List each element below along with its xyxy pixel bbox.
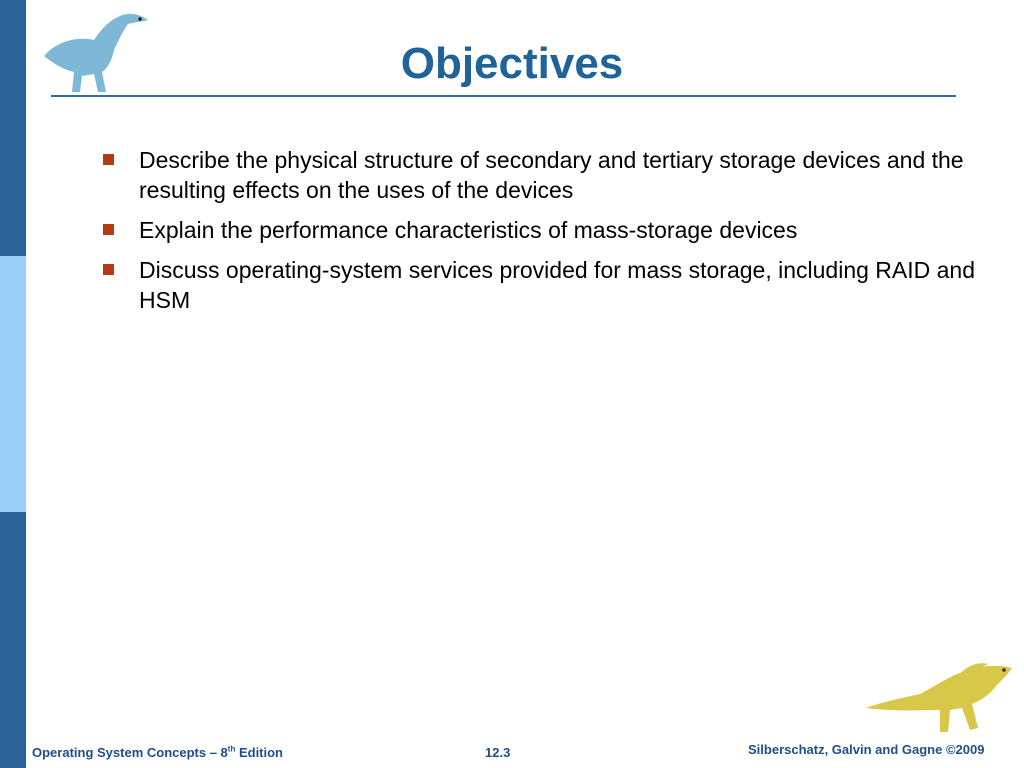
bullet-item (100, 255, 980, 315)
bullet-text: Discuss operating-system services provided for mass storage, including RAID and HSM (139, 257, 976, 313)
footer-book-title: Operating System Concepts – 8th Edition (32, 744, 284, 760)
side-bar-bottom-segment (0, 512, 26, 768)
dinosaur-icon (862, 658, 1020, 738)
bullet-item (100, 215, 980, 245)
side-bar-middle-segment (0, 256, 26, 512)
bullet-text: Explain the performance characteristics of mass-storage devices (139, 217, 798, 243)
square-bullet-icon (103, 224, 114, 235)
bullet-text: Describe the physical structure of secondary and tertiary storage devices and the resulting effects on the uses of the devices (139, 147, 964, 203)
slide-title: Objectives (400, 39, 624, 88)
bullet-item (100, 145, 980, 205)
footer-copyright: Silberschatz, Galvin and Gagne ©2009 (748, 742, 985, 757)
title-underline (51, 95, 956, 97)
square-bullet-icon (103, 264, 114, 275)
footer-page-number: 12.3 (485, 745, 511, 760)
bullet-list (100, 145, 980, 325)
square-bullet-icon (103, 154, 114, 165)
side-bar (0, 0, 26, 768)
